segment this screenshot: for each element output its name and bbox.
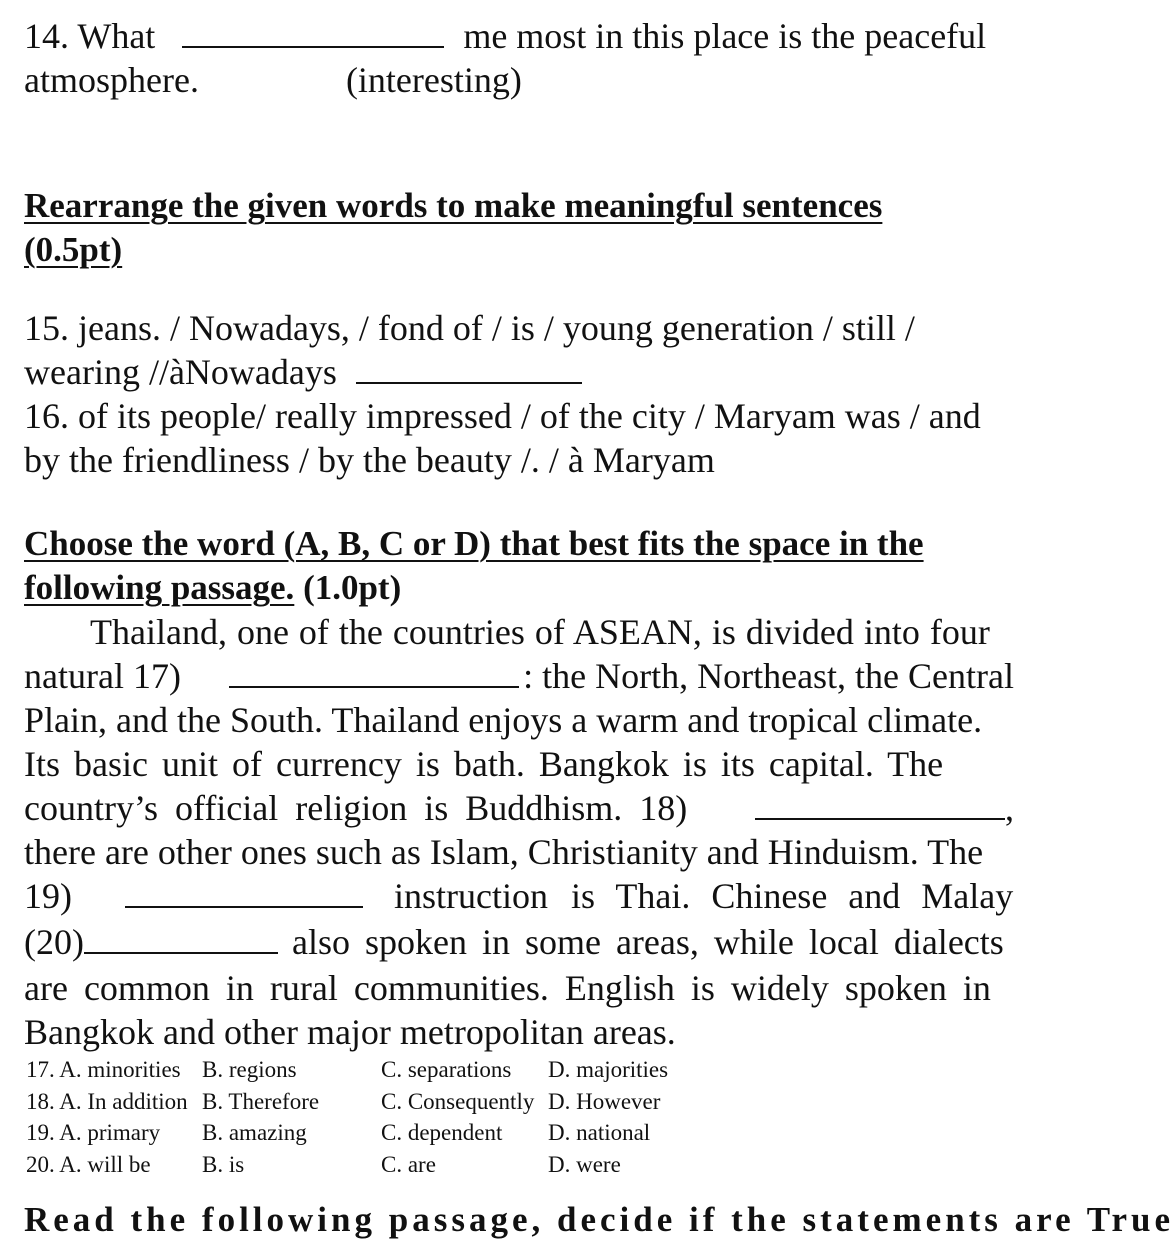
choose-section-heading-line-2 [24,566,401,610]
option-c[interactable]: C. Consequently [381,1088,535,1114]
option-c[interactable]: C. separations [381,1057,512,1082]
question-15-line-1: 15. jeans. / Nowadays, / fond of / is / young generation / still / [24,308,915,348]
q15-answer-blank[interactable] [356,352,582,384]
option-b[interactable]: B. Therefore [202,1088,320,1114]
rearrange-section-heading: Rearrange the given words to make meaningful sentences [24,186,883,225]
passage-text: instruction [394,876,548,916]
option-d[interactable]: D. were [548,1151,621,1177]
passage-line-8 [24,920,1014,964]
passage-text: is Thai. Chinese and Malay [570,876,1014,916]
passage-text: (20) [24,922,84,962]
passage-line-4: Its basic unit of currency is bath. Bangkok is its capital. The [24,744,944,784]
passage-line-5 [24,786,1014,830]
next-section-heading-cut: Read the following passage, decide if the statements are True [24,1200,1174,1239]
rearrange-section-points: (0.5pt) [24,230,123,269]
question-15-line-2 [24,350,582,394]
question-16-line-1: 16. of its people/ really impressed / of the city / Maryam was / and [24,396,981,436]
option-c[interactable]: C. are [381,1151,436,1177]
passage-blank-17-group [229,654,1014,698]
q15-text: wearing //àNowadays [24,352,337,392]
blank-20[interactable] [84,922,278,954]
option-a[interactable]: 19. A. primary [26,1120,161,1145]
q14-text-end: me most in this place is the peaceful [463,16,987,56]
passage-text: also spoken in some areas, while local dialects [291,922,1004,962]
passage-line-1 [90,610,1014,654]
passage-text: : the North, Northeast, the Central [523,656,1014,696]
question-16-line-2: by the friendliness / by the beauty /. / à Maryam [24,440,715,480]
passage-text: , [1005,788,1014,828]
option-a[interactable]: 18. A. In addition [26,1088,188,1114]
passage-line-9: are common in rural communities. English is widely spoken in [24,968,991,1008]
passage-text: Thailand, one of the countries of ASEAN, is divided into four [90,612,990,652]
passage-text: country’s official religion is Buddhism. 18) [24,788,688,828]
option-d[interactable]: D. majorities [548,1057,669,1082]
option-a[interactable]: 17. A. minorities [26,1057,181,1082]
passage-blank-18-group [755,786,1014,830]
passage-line-7 [24,874,1014,918]
blank-18[interactable] [755,788,1005,820]
option-b[interactable]: B. is [202,1151,245,1177]
passage-line-2 [24,654,1014,698]
blank-19[interactable] [125,876,363,908]
q14-text-continued: atmosphere. [24,60,199,100]
question-14-line-2 [24,58,522,102]
passage-line-3: Plain, and the South. Thailand enjoys a warm and tropical climate. [24,700,983,740]
choose-heading-underlined: following passage. [24,568,295,607]
choose-heading-points: (1.0pt) [303,568,402,607]
passage-line-6: there are other ones such as Islam, Christianity and Hinduism. The [24,832,984,872]
q14-word-hint: (interesting) [345,60,522,100]
passage-text: natural 17) [24,656,181,696]
q14-answer-blank[interactable] [182,16,444,48]
choose-section-heading: Choose the word (A, B, C or D) that best fits the space in the [24,524,924,563]
option-a[interactable]: 20. A. will be [26,1151,151,1177]
option-b[interactable]: B. amazing [202,1120,307,1145]
blank-17[interactable] [229,656,519,688]
q14-text-start: 14. What [24,16,156,56]
option-d[interactable]: D. national [548,1120,651,1145]
question-14-line-1 [24,14,986,58]
passage-text: 19) [24,876,72,916]
option-b[interactable]: B. regions [202,1057,297,1082]
option-c[interactable]: C. dependent [381,1120,503,1145]
passage-line-10: Bangkok and other major metropolitan areas. [24,1012,676,1052]
option-d[interactable]: D. However [548,1088,661,1114]
